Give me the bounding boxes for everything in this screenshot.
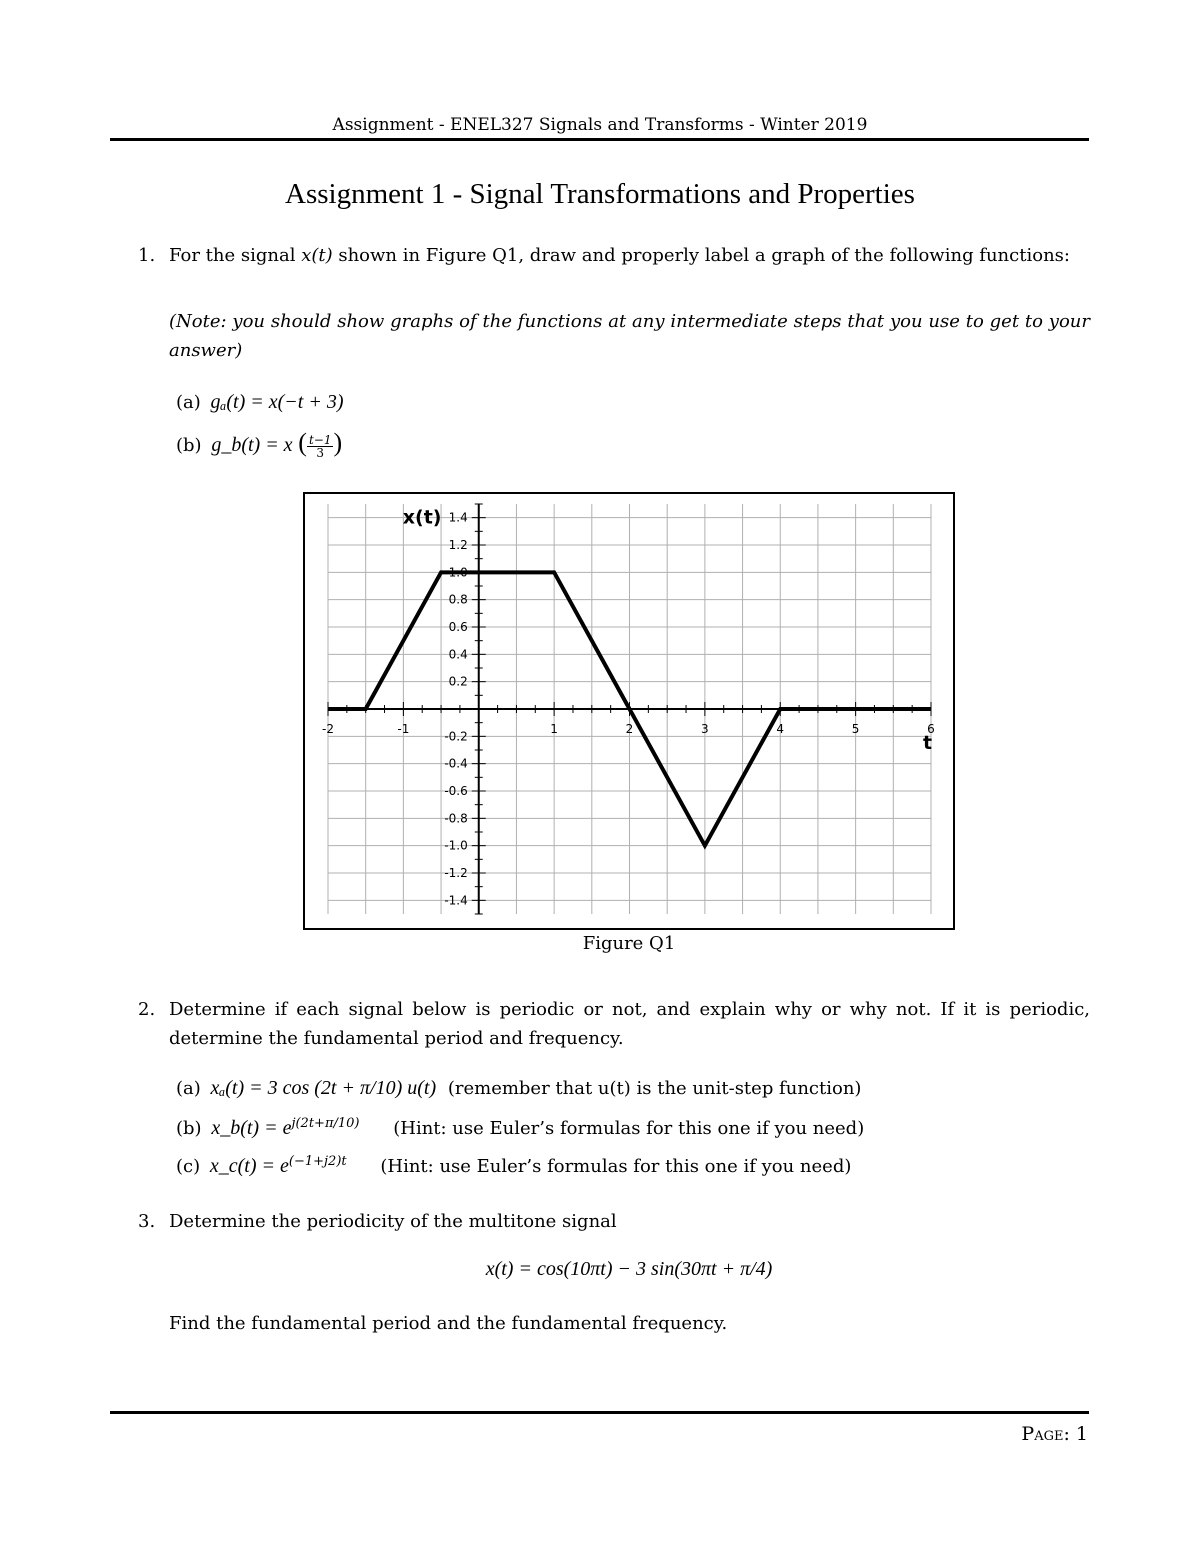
q1-part-a-label: (a) (176, 392, 201, 413)
y-tick-label: 0.2 (448, 674, 468, 689)
page-number-value: 1 (1075, 1423, 1088, 1445)
q1-part-b-lhs: g_b(t) = x (211, 434, 293, 456)
q2-number: 2. (138, 999, 156, 1020)
y-tick-label: -1.4 (444, 893, 468, 908)
x-tick-label: -1 (397, 722, 410, 736)
y-tick-label: -1.0 (444, 838, 468, 853)
y-tick-label: -0.6 (444, 784, 468, 798)
q1-part-a-expr: gₐ(t) = x(−t + 3) (210, 391, 344, 413)
q1-part-b: (b) g_b(t) = x ( $\frac{t-1}{3}$ ) (176, 428, 343, 460)
y-axis-label: x(t) (402, 506, 442, 529)
y-tick-label: -1.2 (444, 866, 468, 880)
q1-note: (Note: you should show graphs of the functions at any intermediate steps that you use to get to your answer) (169, 311, 1090, 361)
y-tick-label: 1.2 (448, 538, 468, 552)
page-label: Page: (1021, 1423, 1070, 1445)
page-number (1021, 1423, 1088, 1445)
q1-part-b-den: 3 (316, 445, 325, 460)
x-tick-label: 3 (701, 722, 709, 736)
figure-q1-chart (303, 492, 955, 930)
q1-text (169, 241, 1090, 270)
q1-part-b-num: t−1 (308, 432, 332, 447)
y-tick-label: 1.0 (448, 565, 468, 580)
y-tick-label: -0.8 (444, 811, 468, 826)
q2-part-c-note: (Hint: use Euler’s formulas for this one if you need) (380, 1156, 852, 1177)
x-tick-label: 4 (776, 722, 785, 736)
q1-text-b: shown in Figure Q1, draw and properly label a graph of the following functions: (332, 245, 1070, 266)
q2-part-b (176, 1116, 864, 1140)
q1-text-a: For the signal (169, 245, 302, 266)
x-tick-label: 6 (927, 722, 935, 736)
figure-caption: Figure Q1 (582, 933, 676, 954)
y-tick-label: 0.8 (448, 592, 468, 607)
q2-part-a-label: (a) (176, 1078, 201, 1099)
x-tick-label: -2 (322, 722, 334, 736)
q2-part-c-lhs: x_c(t) = e (209, 1155, 289, 1177)
q1-number: 1. (138, 245, 156, 266)
q3-equation: x(t) = cos(10πt) − 3 sin(30πt + π/4) (485, 1258, 773, 1280)
q1-part-b-label: (b) (176, 435, 202, 456)
q2-part-a-expr: xₐ(t) = 3 cos (2t + π/10) u(t) (210, 1077, 437, 1099)
q2-part-c (176, 1154, 851, 1178)
q3-number: 3. (138, 1211, 156, 1232)
q2-part-b-note: (Hint: use Euler’s formulas for this one if you need) (393, 1118, 865, 1139)
y-tick-label: 0.4 (448, 647, 468, 662)
q2-part-a-note: (remember that u(t) is the unit-step function) (447, 1078, 862, 1099)
header-rule (110, 138, 1089, 141)
y-tick-label: 1.4 (448, 510, 468, 525)
running-header: Assignment - ENEL327 Signals and Transforms - Winter 2019 (332, 115, 868, 135)
q2-part-b-lhs: x_b(t) = e (211, 1117, 292, 1139)
y-tick-label: -0.2 (444, 729, 468, 744)
q3-text: Determine the periodicity of the multitone signal (169, 1211, 617, 1232)
q2-part-a (176, 1077, 861, 1100)
page-title: Assignment 1 - Signal Transformations and Properties (285, 178, 915, 210)
x-tick-label: 5 (851, 722, 860, 736)
q1-part-a (176, 391, 343, 414)
x-axis-label: t (923, 732, 933, 754)
x-tick-label: 2 (625, 722, 634, 736)
q2-part-c-exponent: (−1+j2)t (288, 1154, 347, 1169)
q3-followup: Find the fundamental period and the fundamental frequency. (169, 1313, 728, 1334)
y-tick-label: 0.6 (448, 620, 468, 634)
q1-part-b-fraction (307, 434, 334, 459)
q2-text: Determine if each signal below is periodic or not, and explain why or why not. If it is periodic, determine the fundamental period and frequency. (169, 999, 1090, 1049)
footer-rule (110, 1411, 1089, 1414)
x-tick-label: 1 (550, 722, 558, 736)
q2-part-b-exponent: j(2t+π/10) (291, 1116, 360, 1131)
y-tick-label: -0.4 (444, 756, 468, 771)
q2-part-c-label: (c) (176, 1156, 201, 1177)
q2-part-b-label: (b) (176, 1118, 202, 1139)
q1-text-var: x(t) (301, 245, 333, 266)
